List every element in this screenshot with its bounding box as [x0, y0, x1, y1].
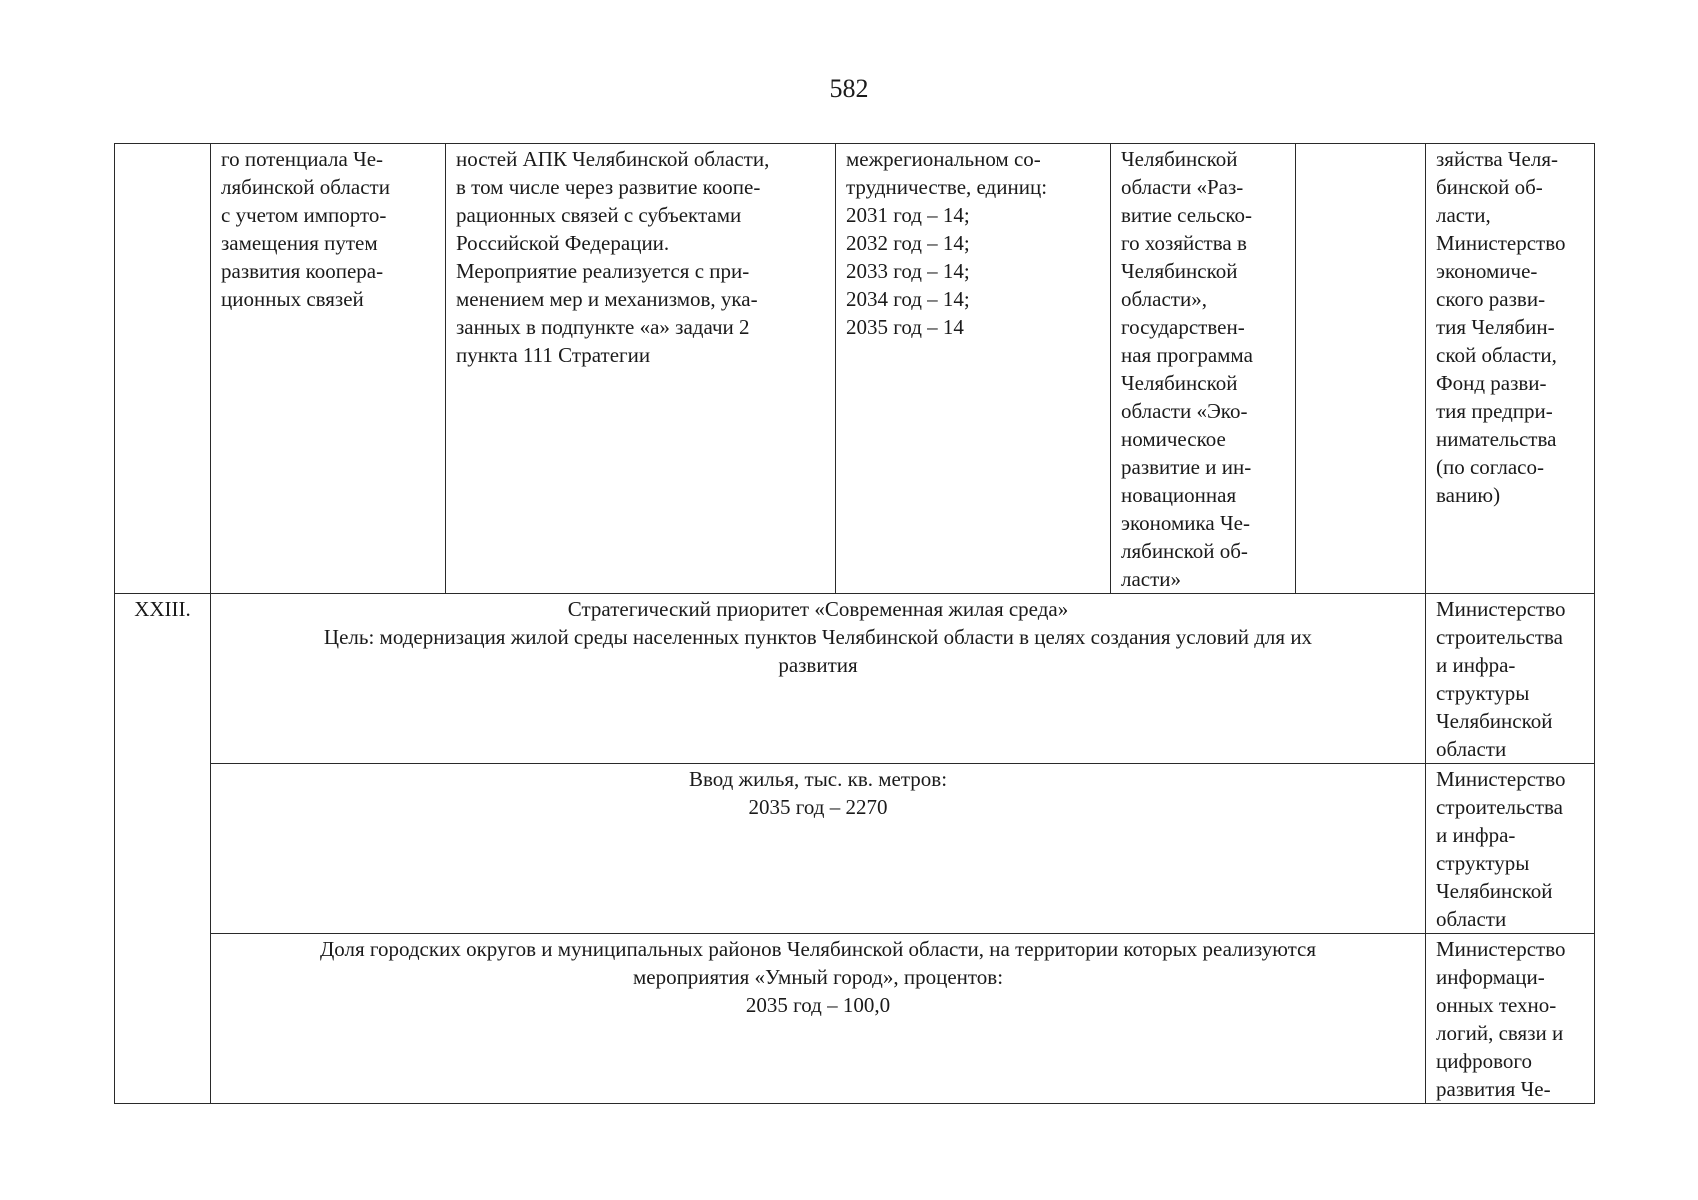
goal-line: Цель: модернизация жилой среды населенных пунктов Челябинской области в целях создания условий для их — [323, 625, 1313, 649]
program-line: Челябинской — [1121, 147, 1238, 171]
task-line: замещения путем — [221, 231, 378, 255]
responsible-line: и инфра- — [1436, 653, 1516, 677]
task-line: с учетом импорто- — [221, 203, 387, 227]
responsible-line: Министерство — [1436, 937, 1566, 961]
responsible-line: информаци- — [1436, 965, 1545, 989]
indicator-line: Ввод жилья, тыс. кв. метров: — [688, 767, 948, 791]
responsible-line: экономиче- — [1436, 259, 1538, 283]
table-row-priority — [115, 594, 1595, 764]
responsible-line: бинской об- — [1436, 175, 1543, 199]
responsible-line: Министерство — [1436, 231, 1566, 255]
responsible-line: Фонд разви- — [1436, 371, 1547, 395]
responsible-line: Челябинской — [1436, 709, 1553, 733]
cell-indicator-smart-city — [211, 934, 1426, 1104]
table-row-indicator — [115, 764, 1595, 934]
responsible-line: логий, связи и — [1436, 1021, 1564, 1045]
indicator-line: Доля городских округов и муниципальных районов Челябинской области, на территории которых реализуются — [319, 937, 1317, 961]
indicator-line: 2035 год – 2270 — [748, 795, 888, 819]
responsible-line: ского разви- — [1436, 287, 1546, 311]
responsible-line: онных техно- — [1436, 993, 1557, 1017]
section-number: XXIII. — [115, 594, 211, 1104]
table-row-indicator — [115, 934, 1595, 1104]
cell-number-empty — [115, 144, 211, 594]
cell-responsible — [1426, 144, 1595, 594]
task-line: ционных связей — [221, 287, 364, 311]
indicator-line: межрегиональном со- — [846, 147, 1041, 171]
responsible-line: структуры — [1436, 851, 1530, 875]
program-line: государствен- — [1121, 315, 1245, 339]
cell-measure — [446, 144, 836, 594]
responsible-line: цифрового — [1436, 1049, 1532, 1073]
program-line: Челябинской — [1121, 259, 1238, 283]
responsible-line: и инфра- — [1436, 823, 1516, 847]
task-line: лябинской области — [221, 175, 390, 199]
program-line: ласти» — [1121, 567, 1182, 591]
task-line: го потенциала Че- — [221, 147, 384, 171]
indicator-line: 2035 год – 14 — [846, 315, 964, 339]
responsible-line: тия предпри- — [1436, 399, 1553, 423]
program-line: области», — [1121, 287, 1207, 311]
indicator-line: трудничестве, единиц: — [846, 175, 1048, 199]
page-number: 582 — [829, 74, 869, 103]
strategy-table — [114, 143, 1595, 1104]
responsible-line: строительства — [1436, 625, 1564, 649]
measure-line: менением мер и механизмов, ука- — [456, 287, 758, 311]
indicator-line: 2034 год – 14; — [846, 287, 970, 311]
cell-indicator-housing — [211, 764, 1426, 934]
program-line: экономика Че- — [1121, 511, 1250, 535]
cell-empty — [1296, 144, 1426, 594]
responsible-line: ской области, — [1436, 343, 1557, 367]
responsible-line: строительства — [1436, 795, 1564, 819]
priority-title: Стратегический приоритет «Современная жилая среда» — [567, 597, 1069, 621]
measure-line: Мероприятие реализуется с при- — [456, 259, 750, 283]
responsible-line: зяйства Челя- — [1436, 147, 1559, 171]
program-line: новационная — [1121, 483, 1237, 507]
responsible-line: тия Челябин- — [1436, 315, 1555, 339]
program-line: области «Раз- — [1121, 175, 1244, 199]
program-line: области «Эко- — [1121, 399, 1248, 423]
program-line: го хозяйства в — [1121, 231, 1247, 255]
cell-task — [211, 144, 446, 594]
measure-line: в том числе через развитие коопе- — [456, 175, 761, 199]
responsible-line: структуры — [1436, 681, 1530, 705]
indicator-line: 2035 год – 100,0 — [745, 993, 891, 1017]
responsible-line: ванию) — [1436, 483, 1501, 507]
responsible-line: области — [1436, 737, 1507, 761]
goal-line: развития — [778, 653, 858, 677]
cell-indicator — [836, 144, 1111, 594]
responsible-line: развития Че- — [1436, 1077, 1551, 1101]
cell-indicator-responsible — [1426, 934, 1595, 1104]
program-line: лябинской об- — [1121, 539, 1248, 563]
cell-indicator-responsible — [1426, 764, 1595, 934]
responsible-line: (по согласо- — [1436, 455, 1544, 479]
table-row-continuation — [115, 144, 1595, 594]
measure-line: пункта 111 Стратегии — [456, 343, 651, 367]
measure-line: занных в подпункте «а» задачи 2 — [456, 315, 750, 339]
task-line: развития коопера- — [221, 259, 384, 283]
cell-priority-responsible — [1426, 594, 1595, 764]
cell-program — [1111, 144, 1296, 594]
indicator-line: мероприятия «Умный город», процентов: — [632, 965, 1004, 989]
measure-line: ностей АПК Челябинской области, — [456, 147, 770, 171]
responsible-line: области — [1436, 907, 1507, 931]
responsible-line: Министерство — [1436, 767, 1566, 791]
indicator-line: 2032 год – 14; — [846, 231, 970, 255]
measure-line: рационных связей с субъектами — [456, 203, 742, 227]
program-line: развитие и ин- — [1121, 455, 1252, 479]
program-line: номическое — [1121, 427, 1226, 451]
responsible-line: Министерство — [1436, 597, 1566, 621]
program-line: Челябинской — [1121, 371, 1238, 395]
program-line: витие сельско- — [1121, 203, 1253, 227]
program-line: ная программа — [1121, 343, 1253, 367]
indicator-line: 2033 год – 14; — [846, 259, 970, 283]
indicator-line: 2031 год – 14; — [846, 203, 970, 227]
responsible-line: нимательства — [1436, 427, 1557, 451]
responsible-line: Челябинской — [1436, 879, 1553, 903]
responsible-line: ласти, — [1436, 203, 1491, 227]
measure-line: Российской Федерации. — [456, 231, 670, 255]
cell-priority-goal — [211, 594, 1426, 764]
